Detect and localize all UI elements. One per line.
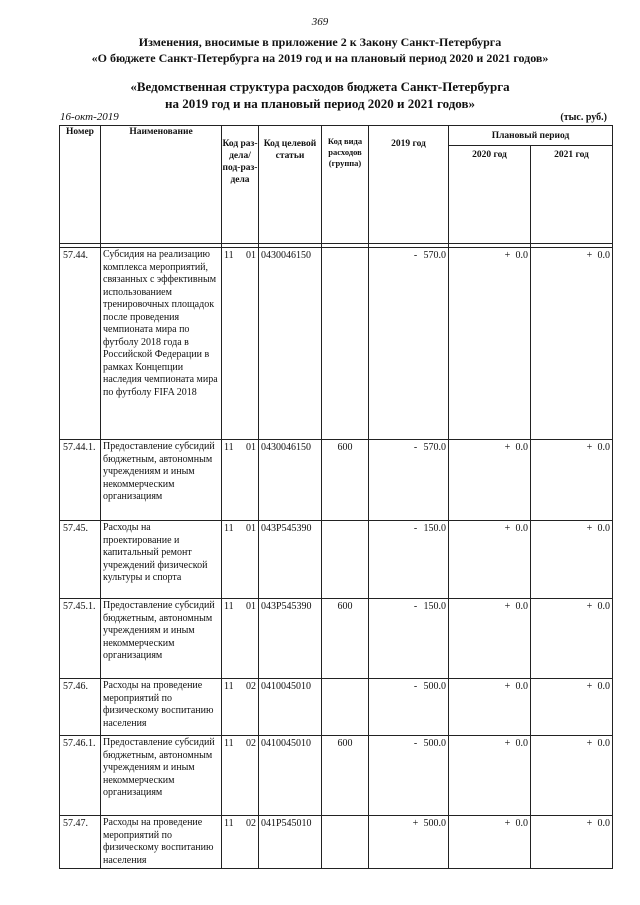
table-row <box>60 816 613 869</box>
row-target-code: 0410045010 <box>259 736 322 816</box>
row-section-code <box>222 816 259 869</box>
row-number: 57.44.1. <box>60 440 101 521</box>
row-expense-code: 600 <box>322 599 369 679</box>
table-row <box>60 679 613 736</box>
row-subsection: 01 <box>246 250 256 261</box>
row-number: 57.45.1. <box>60 599 101 679</box>
row-sign-2020: + <box>504 738 511 749</box>
row-sign-2021: + <box>586 250 593 261</box>
row-target-code: 0430046150 <box>259 248 322 440</box>
row-section: 11 <box>224 250 234 261</box>
row-section: 11 <box>224 442 234 453</box>
row-name: Субсидия на реализацию комплекса мероприятий, связанных с эффективным использованием тренировочных площадок после проведения чемпионата мира по футболу 2018 года в Российской Федерации в рамках Концепции наследия чемпионата мира по футболу FIFA 2018 <box>101 248 222 440</box>
row-amount-2021 <box>531 816 613 869</box>
row-amount-2020 <box>449 679 531 736</box>
row-subsection: 02 <box>246 818 256 829</box>
row-value-2021: 0.0 <box>597 442 610 453</box>
row-name: Расходы на проектирование и капитальный ремонт учреждений физической культуры и спорта <box>101 521 222 599</box>
row-value-2019: 500.0 <box>423 681 446 692</box>
row-expense-code: 600 <box>322 440 369 521</box>
row-section-code <box>222 440 259 521</box>
row-sign-2021: + <box>586 818 593 829</box>
row-sign-2020: + <box>504 681 511 692</box>
document-date: 16-окт-2019 <box>60 111 119 123</box>
row-amount-2021 <box>531 521 613 599</box>
row-value-2021: 0.0 <box>597 681 610 692</box>
col-section: Код раз-дела/ под-раз-дела <box>222 126 259 244</box>
row-section: 11 <box>224 601 234 612</box>
row-sign-2021: + <box>586 601 593 612</box>
row-sign-2020: + <box>504 442 511 453</box>
row-sign-2020: + <box>504 523 511 534</box>
row-sign-2021: + <box>586 681 593 692</box>
row-value-2020: 0.0 <box>515 601 528 612</box>
row-subsection: 01 <box>246 442 256 453</box>
row-value-2021: 0.0 <box>597 601 610 612</box>
title-line-1: «Ведомственная структура расходов бюджета Санкт-Петербурга <box>130 79 510 94</box>
row-expense-code: 600 <box>322 736 369 816</box>
row-name: Расходы на проведение мероприятий по физическому воспитанию населения <box>101 679 222 736</box>
row-value-2020: 0.0 <box>515 738 528 749</box>
col-number: Номер <box>60 126 101 244</box>
row-sign-2019: + <box>412 818 419 829</box>
row-section: 11 <box>224 681 234 692</box>
row-value-2019: 570.0 <box>423 250 446 261</box>
row-amount-2020 <box>449 816 531 869</box>
col-planned: Плановый период <box>449 126 613 146</box>
row-target-code: 043P545390 <box>259 599 322 679</box>
row-amount-2020 <box>449 248 531 440</box>
row-sign-2021: + <box>586 523 593 534</box>
row-value-2019: 500.0 <box>423 738 446 749</box>
table-row <box>60 599 613 679</box>
row-value-2020: 0.0 <box>515 523 528 534</box>
budget-table <box>59 125 613 869</box>
row-amount-2021 <box>531 248 613 440</box>
row-sign-2020: + <box>504 818 511 829</box>
row-value-2019: 150.0 <box>423 523 446 534</box>
table-row <box>60 736 613 816</box>
row-section: 11 <box>224 818 234 829</box>
row-amount-2019 <box>369 736 449 816</box>
row-number: 57.44. <box>60 248 101 440</box>
col-2021: 2021 год <box>531 146 613 244</box>
table-body <box>60 248 613 869</box>
row-amount-2020 <box>449 736 531 816</box>
row-sign-2020: + <box>504 250 511 261</box>
col-name: Наименование <box>101 126 222 244</box>
row-section: 11 <box>224 738 234 749</box>
row-value-2019: 500.0 <box>423 818 446 829</box>
row-sign-2021: + <box>586 442 593 453</box>
row-value-2020: 0.0 <box>515 250 528 261</box>
row-subsection: 02 <box>246 738 256 749</box>
row-section-code <box>222 599 259 679</box>
document-title <box>0 78 640 112</box>
row-amount-2021 <box>531 440 613 521</box>
title-line-2: на 2019 год и на плановый период 2020 и 2021 годов» <box>164 96 475 111</box>
row-amount-2019 <box>369 521 449 599</box>
row-value-2020: 0.0 <box>515 442 528 453</box>
row-amount-2019 <box>369 679 449 736</box>
row-amount-2020 <box>449 599 531 679</box>
row-sign-2021: + <box>586 738 593 749</box>
row-sign-2019: - <box>413 681 418 692</box>
row-expense-code <box>322 679 369 736</box>
row-amount-2021 <box>531 599 613 679</box>
row-subsection: 01 <box>246 523 256 534</box>
row-name: Предоставление субсидий бюджетным, автономным учреждениям и иным некоммерческим организациям <box>101 440 222 521</box>
row-amount-2021 <box>531 736 613 816</box>
row-value-2020: 0.0 <box>515 818 528 829</box>
row-value-2021: 0.0 <box>597 523 610 534</box>
col-target: Код целевой статьи <box>259 126 322 244</box>
row-sign-2019: - <box>413 738 418 749</box>
row-sign-2019: - <box>413 442 418 453</box>
row-amount-2020 <box>449 521 531 599</box>
amendment-line-2: «О бюджете Санкт-Петербурга на 2019 год и на плановый период 2020 и 2021 годов» <box>91 51 549 65</box>
amendment-header <box>0 34 640 66</box>
row-expense-code <box>322 521 369 599</box>
row-target-code: 041P545010 <box>259 816 322 869</box>
table-row <box>60 440 613 521</box>
row-value-2021: 0.0 <box>597 818 610 829</box>
row-name: Предоставление субсидий бюджетным, автономным учреждениям и иным некоммерческим организациям <box>101 736 222 816</box>
row-number: 57.46.1. <box>60 736 101 816</box>
col-2019: 2019 год <box>369 126 449 244</box>
row-subsection: 01 <box>246 601 256 612</box>
row-target-code: 0410045010 <box>259 679 322 736</box>
row-section-code <box>222 521 259 599</box>
row-target-code: 043P545390 <box>259 521 322 599</box>
row-section-code <box>222 679 259 736</box>
row-amount-2019 <box>369 248 449 440</box>
row-number: 57.45. <box>60 521 101 599</box>
row-name: Расходы на проведение мероприятий по физическому воспитанию населения <box>101 816 222 869</box>
row-amount-2019 <box>369 599 449 679</box>
row-sign-2019: - <box>413 250 418 261</box>
amendment-line-1: Изменения, вносимые в приложение 2 к Закону Санкт-Петербурга <box>138 35 502 49</box>
row-target-code: 0430046150 <box>259 440 322 521</box>
row-number: 57.47. <box>60 816 101 869</box>
row-sign-2019: - <box>413 523 418 534</box>
row-name: Предоставление субсидий бюджетным, автономным учреждениям и иным некоммерческим организациям <box>101 599 222 679</box>
row-value-2021: 0.0 <box>597 250 610 261</box>
row-expense-code <box>322 248 369 440</box>
row-subsection: 02 <box>246 681 256 692</box>
row-value-2021: 0.0 <box>597 738 610 749</box>
col-expense: Код вида расходов (группа) <box>322 126 369 244</box>
row-value-2019: 570.0 <box>423 442 446 453</box>
row-amount-2020 <box>449 440 531 521</box>
units-label: (тыс. руб.) <box>560 112 607 123</box>
row-section-code <box>222 248 259 440</box>
table-row <box>60 248 613 440</box>
row-value-2019: 150.0 <box>423 601 446 612</box>
row-section-code <box>222 736 259 816</box>
row-section: 11 <box>224 523 234 534</box>
row-number: 57.46. <box>60 679 101 736</box>
row-expense-code <box>322 816 369 869</box>
row-amount-2019 <box>369 816 449 869</box>
table-row <box>60 521 613 599</box>
col-2020: 2020 год <box>449 146 531 244</box>
row-value-2020: 0.0 <box>515 681 528 692</box>
row-amount-2019 <box>369 440 449 521</box>
row-sign-2019: - <box>413 601 418 612</box>
row-amount-2021 <box>531 679 613 736</box>
page-number: 369 <box>311 16 329 28</box>
row-sign-2020: + <box>504 601 511 612</box>
